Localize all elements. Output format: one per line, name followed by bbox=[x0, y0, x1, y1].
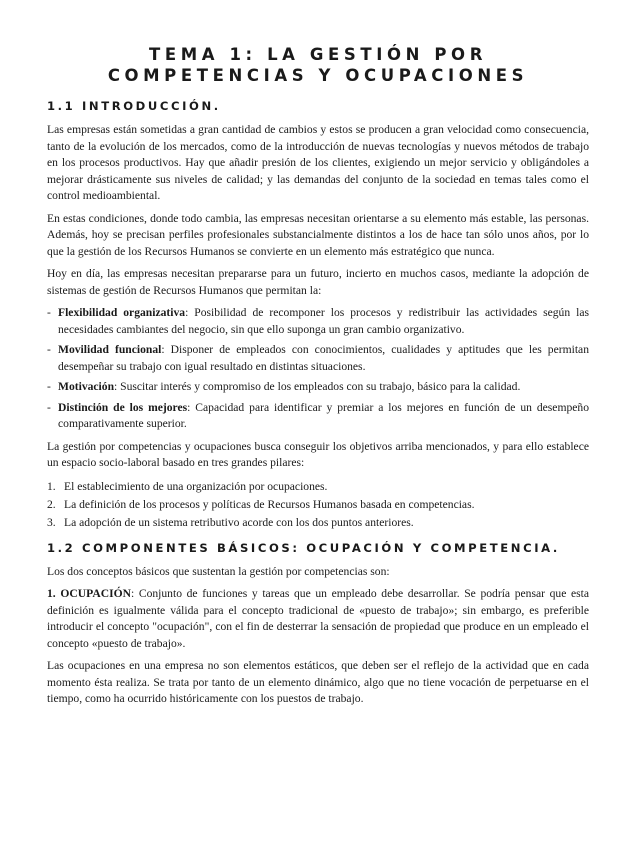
item-term: Movilidad funcional bbox=[58, 343, 162, 356]
definition-term: OCUPACIÓN bbox=[60, 587, 131, 600]
item-text: La definición de los procesos y políticas de Recursos Humanos basada en competencias. bbox=[64, 497, 475, 511]
list-item bbox=[47, 496, 589, 514]
paragraph: Las ocupaciones en una empresa no son elementos estáticos, que deben ser el reflejo de la actividad que en cada momento ésta realiza. Se trata por tanto de un elemento dinámico, algo que no tiene vocación de perpetuarse en el tiempo, como ha ocurrido históricamente con los puestos de trabajo. bbox=[47, 659, 589, 705]
item-text: La adopción de un sistema retributivo acorde con los dos puntos anteriores. bbox=[64, 515, 414, 529]
dash-bullet: - bbox=[47, 343, 51, 356]
item-term: Distinción de los mejores bbox=[58, 400, 188, 414]
item-text: : Disponer de empleados con conocimientos, cualidades y aptitudes que les permitan desempeñar su trabajo con igual resultado en distintas situaciones. bbox=[58, 343, 589, 373]
document-title: TEMA 1: LA GESTIÓN POR COMPETENCIAS Y OCUPACIONES bbox=[107, 45, 529, 85]
pillars-list bbox=[47, 478, 589, 532]
dash-bullet: - bbox=[47, 306, 51, 319]
list-item bbox=[47, 400, 589, 433]
definition-text: : Conjunto de funciones y tareas que un empleado debe desarrollar. Se podría pensar que esta definición es igualmente válida para el concepto tradicional de «puesto de trabajo»; sin embargo, es preferible introducir el concepto "ocupación", con el fin de desterrar la sensación de propiedad que produce en un empleado el concepto «puesto de trabajo». bbox=[47, 587, 589, 650]
paragraph: Las empresas están sometidas a gran cantidad de cambios y estos se producen a gran velocidad como consecuencia, tanto de la evolución de los mercados, como de la introducción de nuevas tecnologías y nuevos métodos de trabajo en los procesos productivos. Hay que añadir presión de los clientes, exigiendo un mejor servicio y obligándoles a mejorar drásticamente sus niveles de calidad; y las demandas del conjunto de la sociedad en temas tales como el control medioambiental. bbox=[47, 123, 589, 202]
item-text: : Capacidad para identificar y premiar a los mejores en función de un desempeño comparativamente superior. bbox=[58, 400, 590, 430]
list-item bbox=[47, 478, 589, 496]
section-heading-componentes: 1.2 COMPONENTES BÁSICOS: OCUPACIÓN Y COMPETENCIA. bbox=[47, 540, 560, 555]
list-item bbox=[47, 342, 589, 375]
item-text: : Suscitar interés y compromiso de los empleados con su trabajo, básico para la calidad. bbox=[114, 380, 521, 393]
item-term: Motivación bbox=[58, 380, 115, 393]
dash-bullet: - bbox=[47, 400, 51, 414]
objectives-list bbox=[47, 305, 589, 433]
item-term: Flexibilidad organizativa bbox=[58, 306, 186, 319]
definition-paragraph bbox=[47, 586, 589, 652]
section-heading-introduccion: 1.1 INTRODUCCIÓN. bbox=[47, 99, 221, 113]
definition-number: 1. bbox=[47, 587, 56, 600]
item-text: : Posibilidad de recomponer los procesos y redistribuir las actividades según las necesidades cambiantes del negocio, sin que ello suponga un gran cambio organizativo. bbox=[58, 306, 590, 336]
list-item bbox=[47, 514, 589, 532]
list-item bbox=[47, 379, 589, 396]
paragraph: La gestión por competencias y ocupaciones busca conseguir los objetivos arriba mencionados, y para ello establece un espacio socio-laboral basado en tres grandes pilares: bbox=[47, 439, 589, 469]
paragraph: En estas condiciones, donde todo cambia, las empresas necesitan orientarse a su elemento más estable, las personas. Además, hoy se precisan perfiles profesionales substancialmente distintos a los de hace tan sólo unos años, por lo que la gestión de los Recursos Humanos se convierte en un elemento más estratégico que nunca. bbox=[47, 211, 589, 258]
list-item bbox=[47, 305, 589, 338]
dash-bullet: - bbox=[47, 380, 51, 393]
item-number: 1. bbox=[47, 479, 56, 493]
item-text: El establecimiento de una organización por ocupaciones. bbox=[64, 479, 328, 493]
item-number: 2. bbox=[47, 497, 56, 511]
paragraph: Hoy en día, las empresas necesitan prepararse para un futuro, incierto en muchos casos, mediante la adopción de sistemas de gestión de Recursos Humanos que permitan la: bbox=[47, 267, 589, 297]
paragraph: Los dos conceptos básicos que sustentan la gestión por competencias son: bbox=[47, 564, 390, 578]
item-number: 3. bbox=[47, 515, 56, 529]
